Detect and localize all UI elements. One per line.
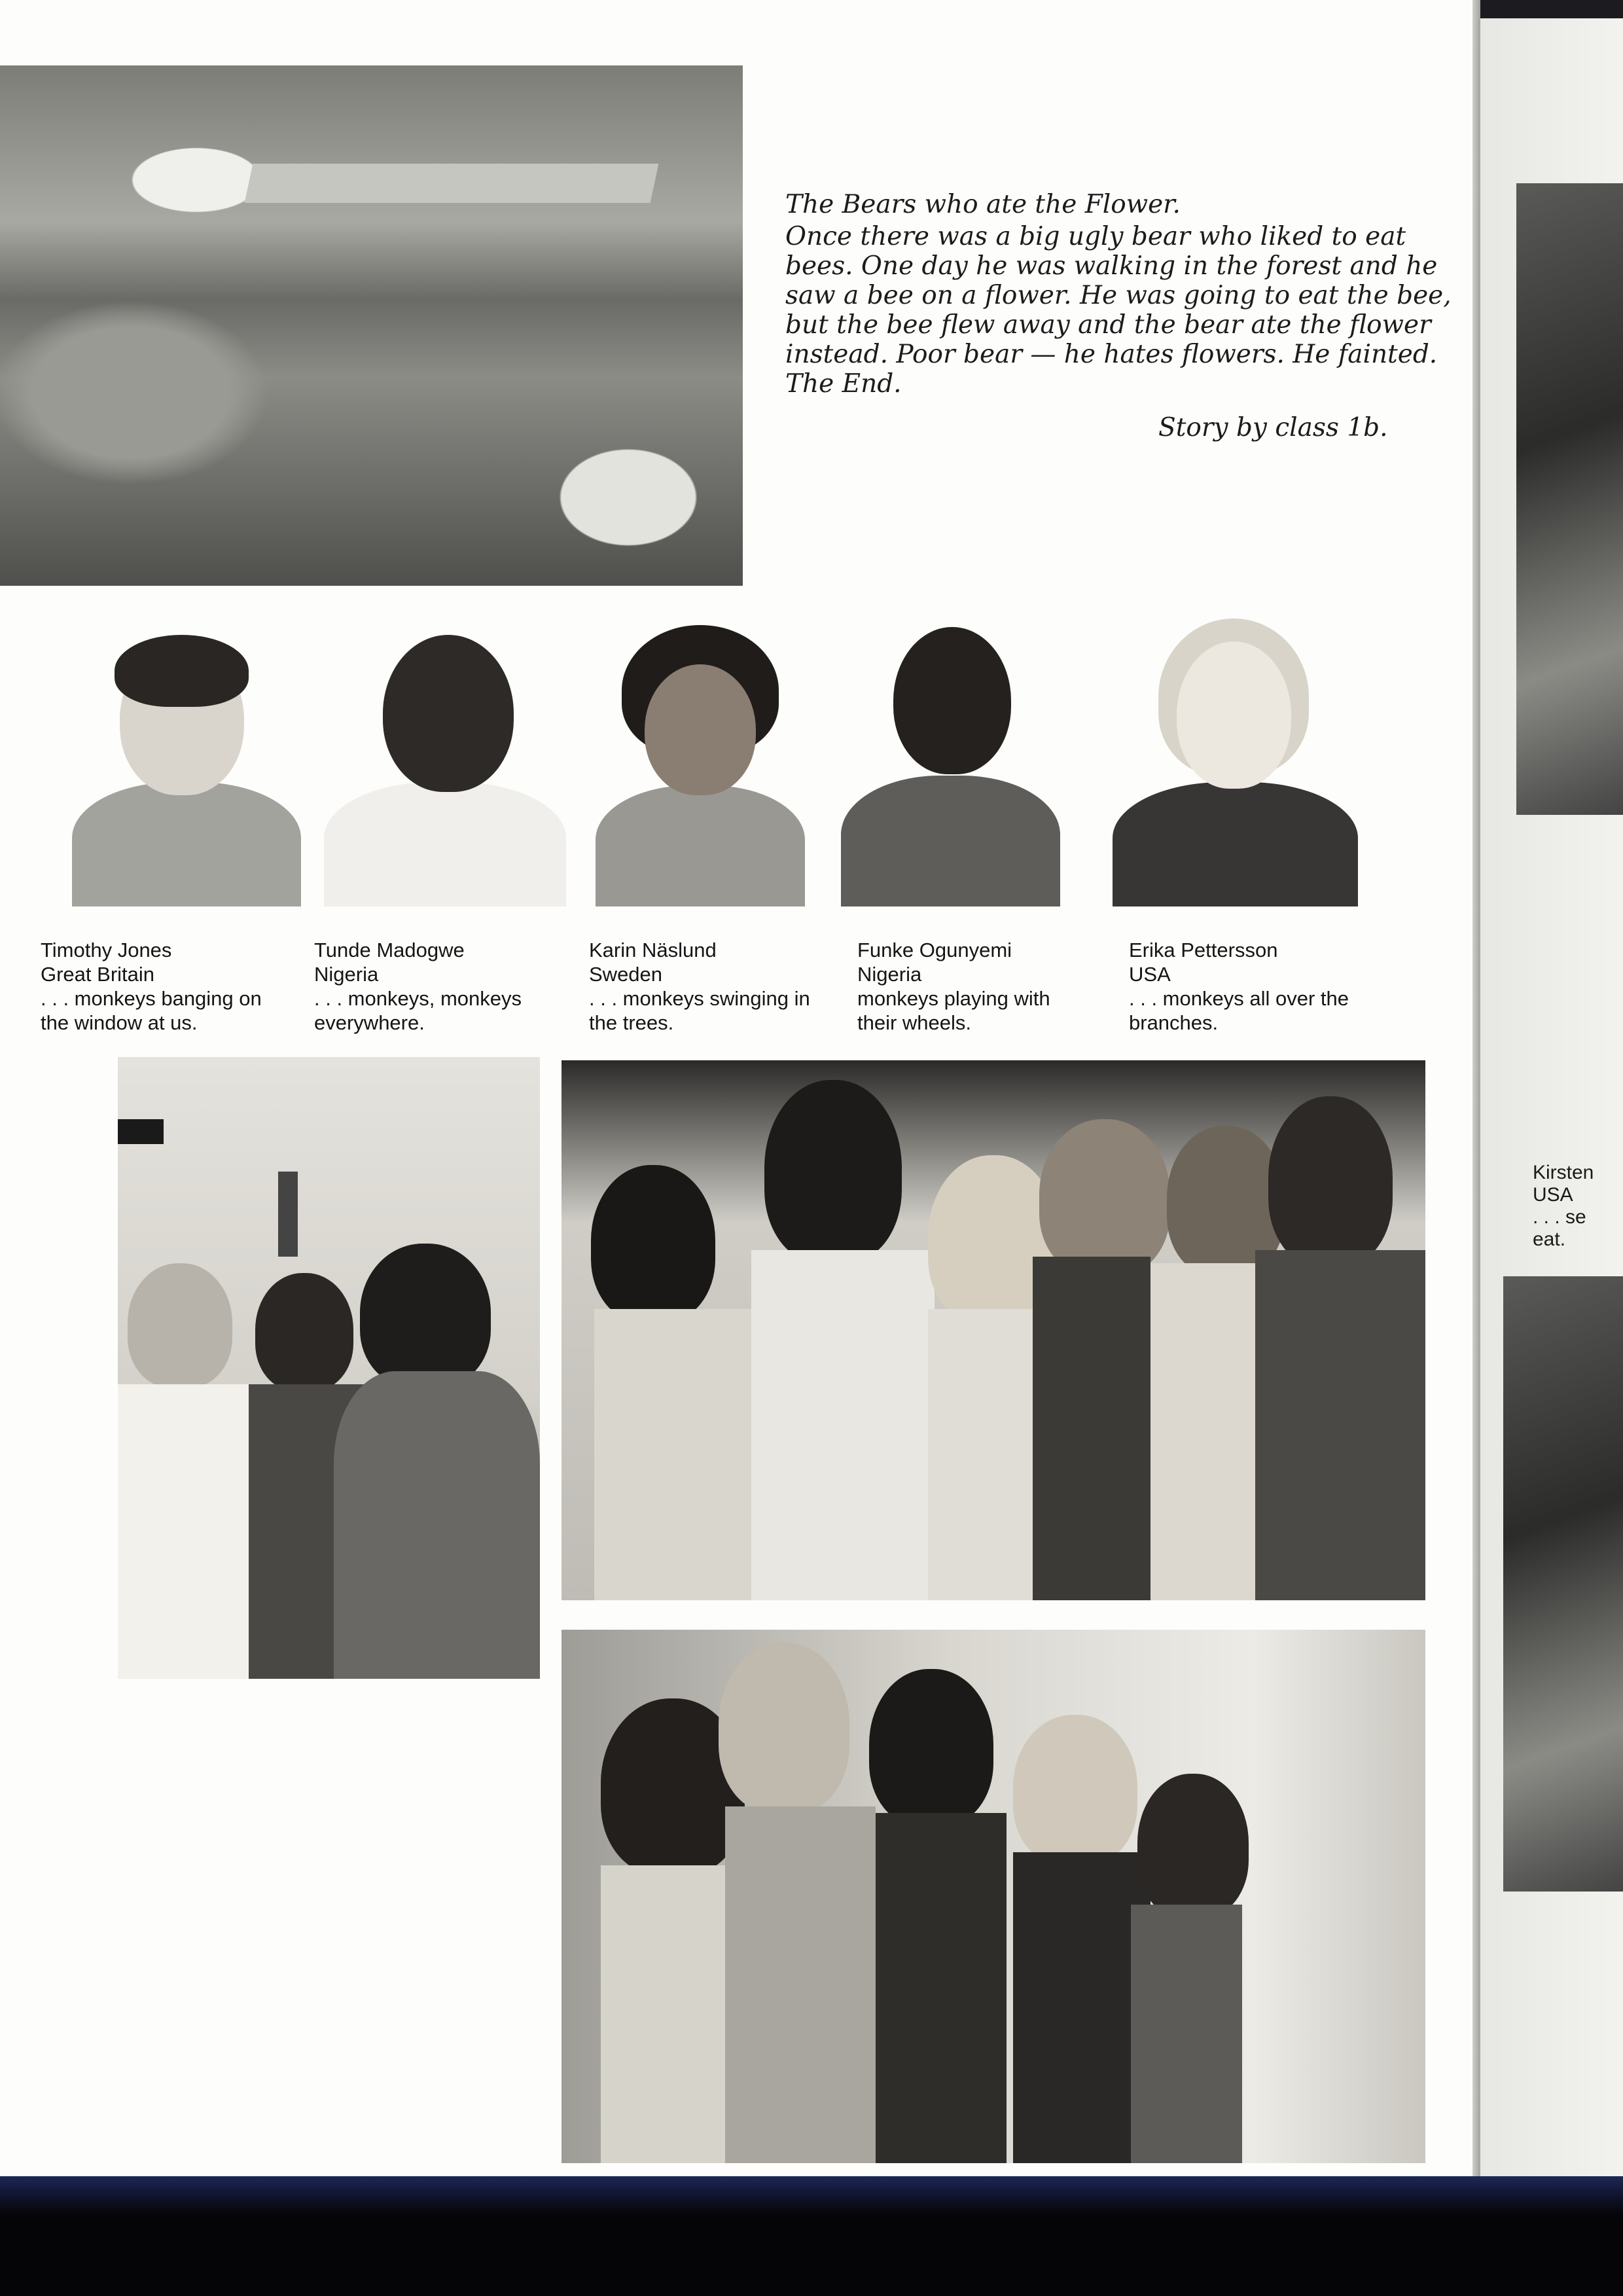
adjacent-page	[1480, 0, 1623, 2179]
caption-quote-line1: . . . monkeys, monkeys	[314, 987, 522, 1010]
caption-quote-line2: the window at us.	[41, 1011, 198, 1034]
portrait-body	[596, 785, 805, 906]
story-credit: Story by class 1b.	[1158, 413, 1388, 442]
adjacent-caption-name: Kirsten	[1533, 1162, 1594, 1183]
portrait-funke-ogunyemi	[841, 615, 1060, 906]
caption-quote-line1: monkeys playing with	[857, 987, 1050, 1010]
adjacent-caption-line1: . . . se	[1533, 1206, 1586, 1228]
portrait-body	[324, 782, 566, 906]
caption-quote-line2: their wheels.	[857, 1011, 972, 1034]
adjacent-photo-bottom	[1503, 1276, 1623, 1892]
portrait-face	[383, 635, 514, 792]
caption-name: Tunde Madogwe	[314, 939, 465, 961]
caption-quote-line2: the trees.	[589, 1011, 674, 1034]
caption-quote-line1: . . . monkeys all over the	[1129, 987, 1349, 1010]
child-head	[719, 1643, 849, 1813]
portrait-tunde-madogwe	[317, 615, 566, 906]
boy-face	[360, 1244, 491, 1388]
child-head	[1268, 1096, 1393, 1266]
caption-country: Nigeria	[857, 963, 922, 986]
child-sweater	[751, 1250, 935, 1600]
boy-face	[128, 1263, 232, 1388]
boy-face	[255, 1273, 353, 1391]
child-sweater	[1131, 1905, 1242, 2163]
caption-name: Erika Pettersson	[1129, 939, 1278, 961]
portrait-face	[1177, 641, 1291, 789]
caption-country: Nigeria	[314, 963, 379, 986]
boy-sweater	[118, 1384, 262, 1679]
adjacent-caption-country: USA	[1533, 1184, 1573, 1206]
caption-quote-line2: everywhere.	[314, 1011, 425, 1034]
caption-name: Timothy Jones	[41, 939, 172, 961]
story-text: Once there was a big ugly bear who liked to eat bees. One day he was walking in the forest and he saw a bee on a flower. He was going to eat the bee, but the bee flew away and the bear ate the flower instead. Poor bear — he hates flowers. He fainted. The End.	[785, 222, 1452, 399]
photo-children-in-line	[562, 1060, 1425, 1600]
caption-tunde-madogwe	[314, 938, 576, 1035]
caption-erika-pettersson	[1129, 938, 1391, 1035]
child-head	[1137, 1774, 1249, 1918]
adjacent-caption-line2: eat.	[1533, 1229, 1566, 1250]
portrait-timothy-jones	[72, 615, 301, 906]
child-sweater	[1033, 1257, 1150, 1600]
caption-country: USA	[1129, 963, 1171, 986]
caption-country: Sweden	[589, 963, 663, 986]
handwritten-story	[785, 190, 1472, 442]
polar-bear-photo	[0, 65, 743, 586]
child-sweater	[725, 1806, 876, 2163]
door-handle	[278, 1172, 298, 1257]
photo-boys-by-door	[118, 1057, 540, 1679]
boy-sweater	[334, 1371, 540, 1679]
portrait-face	[645, 664, 756, 795]
portrait-body	[841, 776, 1060, 906]
portrait-body	[1113, 782, 1358, 906]
book-cover-edge	[0, 2176, 1623, 2296]
child-head	[591, 1165, 715, 1322]
caption-quote-line2: branches.	[1129, 1011, 1219, 1034]
caption-name: Karin Näslund	[589, 939, 717, 961]
adjacent-caption	[1533, 1162, 1594, 1251]
child-dress	[1013, 1852, 1150, 2163]
portrait-erika-pettersson	[1113, 615, 1358, 906]
adjacent-photo-top	[1516, 183, 1623, 815]
portrait-body	[72, 782, 301, 906]
story-title: The Bears who ate the Flower.	[785, 190, 1181, 219]
child-sweater	[594, 1309, 751, 1600]
door-sign	[118, 1119, 164, 1144]
child-head	[1039, 1119, 1170, 1276]
caption-timothy-jones	[41, 938, 302, 1035]
child-head	[1013, 1715, 1137, 1865]
photo-children-against-wall	[562, 1630, 1425, 2163]
child-sweater	[1255, 1250, 1425, 1600]
caption-funke-ogunyemi	[857, 938, 1119, 1035]
portrait-hair	[115, 635, 249, 707]
child-head	[764, 1080, 902, 1263]
caption-country: Great Britain	[41, 963, 155, 986]
caption-karin-naslund	[589, 938, 851, 1035]
rock-ledge	[245, 164, 659, 203]
portrait-face	[893, 627, 1011, 774]
adjacent-page-edge	[1480, 0, 1623, 18]
caption-quote-line1: . . . monkeys swinging in	[589, 987, 810, 1010]
child-sweater	[876, 1813, 1007, 2163]
caption-name: Funke Ogunyemi	[857, 939, 1012, 961]
child-head	[869, 1669, 993, 1826]
caption-quote-line1: . . . monkeys banging on	[41, 987, 262, 1010]
portrait-karin-naslund	[596, 615, 805, 906]
